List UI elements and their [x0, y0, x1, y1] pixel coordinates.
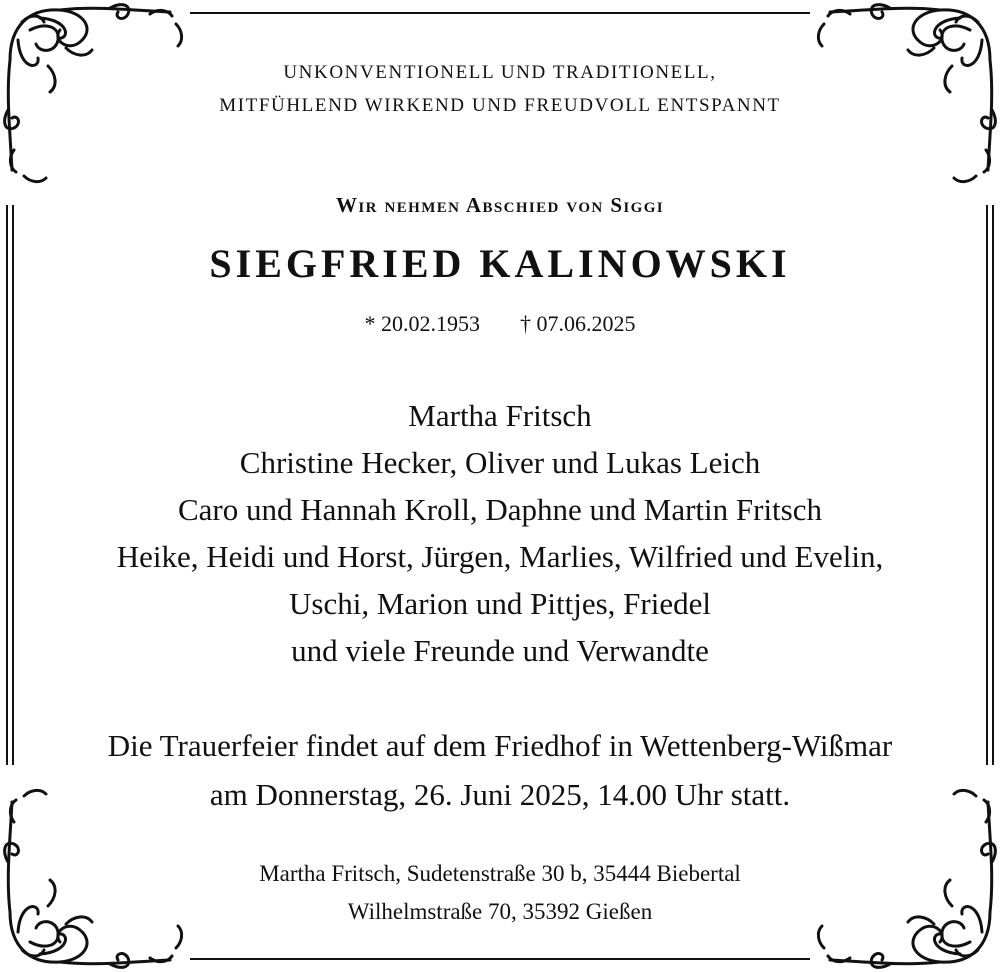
- mourner-line: Heike, Heidi und Horst, Jürgen, Marlies, Wilfried und Evelin,: [116, 539, 884, 574]
- address-line-1: Martha Fritsch, Sudetenstraße 30 b, 35444 Biebertal: [259, 861, 741, 886]
- death-date: † 07.06.2025: [520, 311, 636, 336]
- service-line-2: am Donnerstag, 26. Juni 2025, 14.00 Uhr statt.: [209, 777, 791, 812]
- birth-date: * 20.02.1953: [364, 311, 480, 336]
- mourner-line: Christine Hecker, Oliver und Lukas Leich: [239, 445, 761, 480]
- mourners-list: [0, 392, 1000, 674]
- life-dates: [0, 311, 1000, 337]
- mourner-line: Martha Fritsch: [408, 398, 592, 433]
- farewell-heading: Wir nehmen Abschied von Siggi: [335, 193, 665, 217]
- mourner-line: Caro und Hannah Kroll, Daphne und Martin Fritsch: [178, 492, 822, 527]
- motto-line-2: MITFÜHLEND WIRKEND UND FREUDVOLL ENTSPANNT: [219, 95, 781, 116]
- mourner-line: Uschi, Marion und Pittjes, Friedel: [289, 586, 711, 621]
- funeral-service-info: [0, 721, 1000, 819]
- address-line-2: Wilhelmstraße 70, 35392 Gießen: [347, 899, 653, 924]
- contact-address: [0, 855, 1000, 931]
- top-border-line: [190, 12, 810, 14]
- bottom-border-line: [190, 958, 810, 960]
- deceased-name: SIEGFRIED KALINOWSKI: [209, 241, 791, 286]
- mourner-line: und viele Freunde und Verwandte: [291, 633, 709, 668]
- service-line-1: Die Trauerfeier findet auf dem Friedhof in Wettenberg-Wißmar: [107, 728, 893, 763]
- motto-line-1: UNKONVENTIONELL UND TRADITIONELL,: [283, 62, 717, 83]
